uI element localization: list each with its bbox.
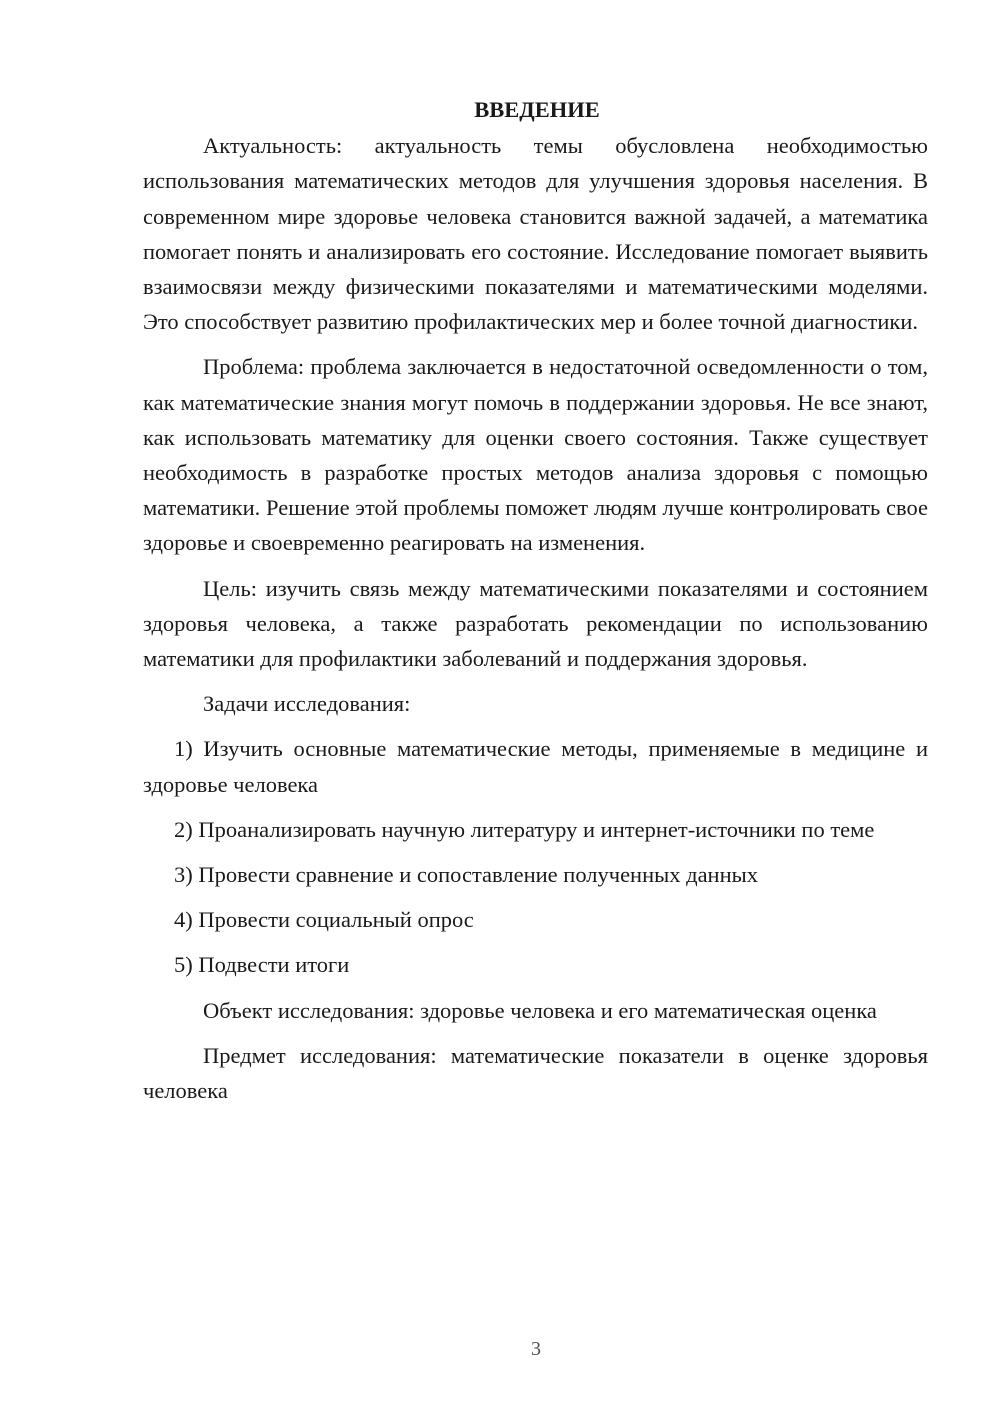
page-number: 3 <box>531 1338 541 1360</box>
tasks-heading: Задачи исследования: <box>203 691 411 717</box>
section-title: ВВЕДЕНИЕ <box>474 97 600 122</box>
page-content <box>143 92 928 1118</box>
object-paragraph: Объект исследования: здоровье человека и его математическая оценка <box>203 997 877 1023</box>
task-item: 2) Проанализировать научную литературу и интернет-источники по теме <box>174 816 875 842</box>
task-item: 1) Изучить основные математические методы, применяемые в медицине и здоровье человека <box>143 736 928 797</box>
task-item: 5) Подвести итоги <box>174 952 350 978</box>
task-item: 4) Провести социальный опрос <box>174 907 474 933</box>
problem-paragraph: Проблема: проблема заключается в недостаточной осведомленности о том, как математические знания могут помочь в поддержании здоровья. Не все знают, как использовать математику для оценки своего состояния. Также существует необходимость в разработке простых методов анализа здоровья с помощью математики. Решение этой проблемы поможет людям лучше контролировать свое здоровье и своевременно реагировать на изменения. <box>143 354 928 556</box>
goal-paragraph: Цель: изучить связь между математическими показателями и состоянием здоровья человека, а также разработать рекомендации по использованию математики для профилактики заболеваний и поддержания здоровья. <box>143 575 928 672</box>
subject-paragraph: Предмет исследования: математические показатели в оценке здоровья человека <box>143 1042 928 1104</box>
relevance-paragraph: Актуальность: актуальность темы обусловлена необходимостью использования математических методов для улучшения здоровья населения. В современном мире здоровье человека становится важной задачей, а математика помогает понять и анализировать его состояние. Исследование помогает выявить взаимосвязи между физическими показателями и математическими моделями. Это способствует развитию профилактических мер и более точной диагностики. <box>143 133 928 335</box>
task-item: 3) Провести сравнение и сопоставление полученных данных <box>174 862 759 888</box>
